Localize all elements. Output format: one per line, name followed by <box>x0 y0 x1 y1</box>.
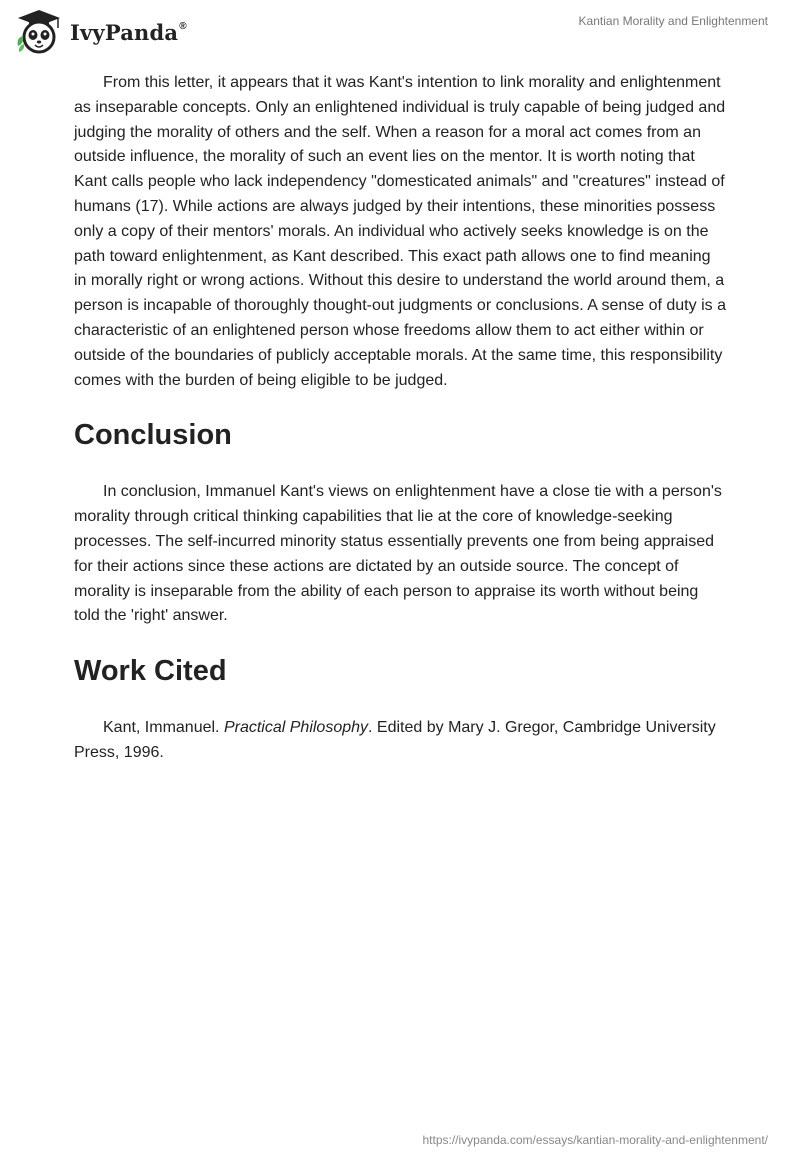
conclusion-paragraph: In conclusion, Immanuel Kant's views on enlightenment have a close tie with a person's morality through critical thinking capabilities that lie at the core of knowledge-seeking processes. The self-incurred minority status essentially prevents one from being appraised for their actions since these actions are dictated by an outside source. The concept of morality is inseparable from the ability of each person to appraise its worth without being told the 'right' answer. <box>74 483 722 625</box>
essay-body <box>74 71 726 766</box>
citation-entry <box>74 716 726 766</box>
source-url[interactable]: https://ivypanda.com/essays/kantian-morality-and-enlightenment/ <box>422 1133 768 1147</box>
page-header <box>0 0 800 64</box>
work-cited-heading: Work Cited <box>74 655 227 688</box>
brand-name: IvyPanda® <box>70 19 187 45</box>
citation-details: . Edited by Mary J. Gregor, Cambridge University Press, 1996. <box>74 719 716 761</box>
running-title: Kantian Morality and Enlightenment <box>578 14 768 28</box>
body-paragraph: From this letter, it appears that it was Kant's intention to link morality and enlightenment as inseparable concepts. Only an enlightened individual is truly capable of being judged and judging the morality of others and the self. When a reason for a moral act comes from an outside influence, the morality of such an event lies on the mentor. It is worth noting that Kant calls people who lack independency "domesticated animals" and "creatures" instead of humans (17). While actions are always judged by their intentions, these minorities possess only a copy of their mentors' morals. An individual who actively seeks knowledge is on the path toward enlightenment, as Kant described. This exact path allows one to find meaning in morally right or wrong actions. Without this desire to understand the world around them, a person is incapable of thoroughly thought-out judgments or conclusions. A sense of duty is a characteristic of an enlightened person whose freedoms allow them to act either within or outside of the boundaries of publicly acceptable morals. At the same time, this responsibility comes with the burden of being eligible to be judged. <box>74 74 726 389</box>
citation-author: Kant, Immanuel. <box>103 719 224 737</box>
panda-icon <box>14 8 64 56</box>
conclusion-heading: Conclusion <box>74 419 232 452</box>
ivypanda-logo[interactable] <box>14 8 187 56</box>
registered-mark: ® <box>179 20 187 32</box>
citation-title: Practical Philosophy <box>223 719 369 737</box>
